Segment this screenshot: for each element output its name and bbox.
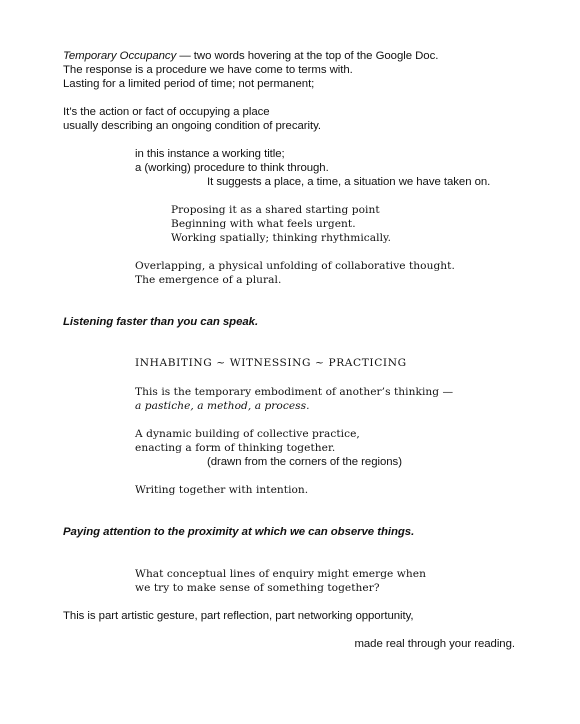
- working-title-line-1: in this instance a working title;: [135, 148, 285, 160]
- definition-line-1: It’s the action or fact of occupying a place: [63, 106, 270, 118]
- proposal-line-1: Proposing it as a shared starting point: [171, 204, 380, 216]
- closing-line-2: made real through your reading.: [354, 638, 515, 650]
- dynamic-line-2: enacting a form of thinking together.: [135, 442, 336, 454]
- intro-title-tail: — two words hovering at the top of the Google Doc.: [176, 50, 439, 62]
- section-heading-listening: Listening faster than you can speak.: [63, 316, 259, 328]
- intention-line: Writing together with intention.: [135, 484, 309, 496]
- overlap-line-1: Overlapping, a physical unfolding of collaborative thought.: [135, 260, 455, 272]
- proposal-line-2: Beginning with what feels urgent.: [171, 218, 356, 230]
- proposal-line-3: Working spatially; thinking rhythmically.: [171, 232, 392, 244]
- intro-line-2: The response is a procedure we have come to terms with.: [63, 64, 353, 76]
- triad-heading: INHABITING ~ WITNESSING ~ PRACTICING: [135, 357, 407, 369]
- enquiry-line-2: we try to make sense of something together?: [135, 582, 380, 594]
- dynamic-line-1: A dynamic building of collective practice,: [135, 428, 360, 440]
- intro-line-1: [63, 49, 438, 63]
- closing-line-1: This is part artistic gesture, part reflection, part networking opportunity,: [63, 610, 414, 622]
- dynamic-line-3: (drawn from the corners of the regions): [207, 456, 402, 468]
- doc-title: Temporary Occupancy: [63, 50, 177, 62]
- definition-line-2: usually describing an ongoing condition of precarity.: [63, 120, 322, 132]
- intro-line-3: Lasting for a limited period of time; not permanent;: [63, 78, 315, 90]
- working-title-line-3: It suggests a place, a time, a situation we have taken on.: [207, 176, 491, 188]
- enquiry-line-1: What conceptual lines of enquiry might emerge when: [135, 568, 426, 580]
- embodiment-line-1: This is the temporary embodiment of another’s thinking —: [135, 386, 454, 398]
- overlap-line-2: The emergence of a plural.: [135, 274, 282, 286]
- working-title-line-2: a (working) procedure to think through.: [135, 162, 329, 174]
- embodiment-line-2: a pastiche, a method, a process.: [135, 400, 310, 412]
- section-heading-proximity: Paying attention to the proximity at which we can observe things.: [63, 526, 415, 538]
